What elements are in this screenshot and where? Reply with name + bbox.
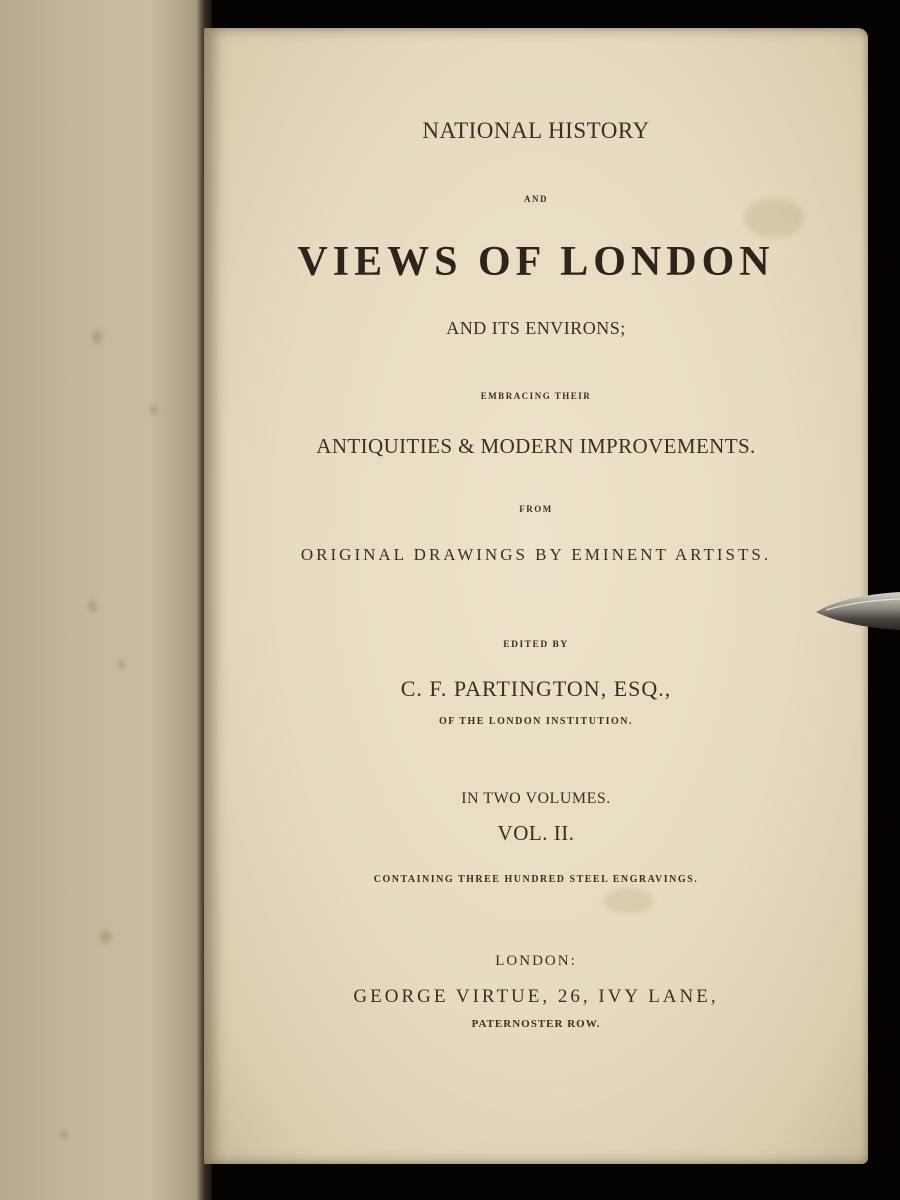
engravings-note: CONTAINING THREE HUNDRED STEEL ENGRAVINGS.	[373, 874, 699, 885]
left-facing-page	[0, 0, 212, 1200]
paper-stain	[744, 198, 804, 238]
paper-stain	[604, 888, 654, 914]
imprint-publisher: GEORGE VIRTUE, 26, IVY LANE,	[353, 986, 719, 1007]
title-line-national-history: NATIONAL HISTORY	[422, 118, 650, 143]
foxing-spot	[118, 660, 125, 669]
imprint-city: LONDON:	[495, 953, 577, 969]
editor-name: C. F. PARTINGTON, ESQ.,	[400, 676, 672, 701]
foxing-spot	[100, 930, 111, 943]
foxing-spot	[60, 1130, 68, 1138]
editor-institution: OF THE LONDON INSTITUTION.	[438, 716, 634, 727]
imprint-address: PATERNOSTER ROW.	[471, 1018, 601, 1030]
subtitle-original-drawings: ORIGINAL DRAWINGS BY EMINENT ARTISTS.	[300, 545, 772, 564]
foxing-spot	[88, 600, 97, 612]
subtitle-environs: AND ITS ENVIRONS;	[446, 318, 626, 338]
title-line-and: AND	[524, 194, 548, 204]
metal-bookmark-clip	[816, 590, 900, 632]
title-page	[204, 28, 868, 1164]
volume-number: VOL. II.	[497, 821, 575, 845]
foxing-spot	[92, 330, 102, 344]
subtitle-embracing: EMBRACING THEIR	[480, 391, 592, 401]
subtitle-from: FROM	[519, 504, 553, 514]
foxing-spot	[150, 405, 158, 415]
edited-by-label: EDITED BY	[503, 640, 569, 650]
subtitle-antiquities: ANTIQUITIES & MODERN IMPROVEMENTS.	[316, 434, 756, 458]
main-title: VIEWS OF LONDON	[297, 239, 775, 285]
volumes-note: IN TWO VOLUMES.	[461, 790, 611, 807]
